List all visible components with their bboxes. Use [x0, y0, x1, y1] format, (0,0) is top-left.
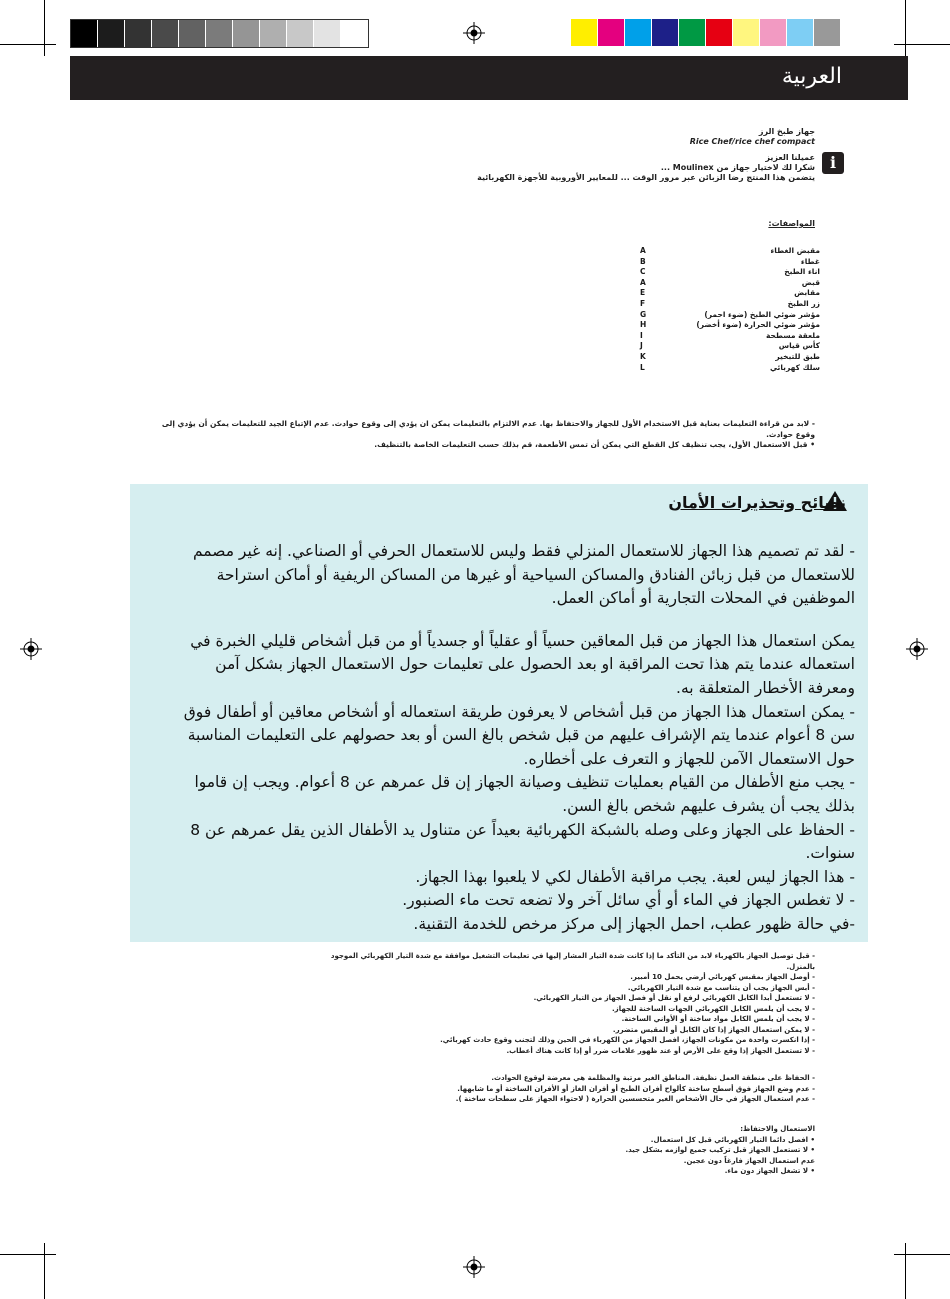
safety-line	[145, 611, 855, 630]
safety-line: سن 8 أعوام عندما يتم الإشراف عليهم من قبل شخص بالغ السن أو بعد حصولهم على التعليمات المناسبة	[187, 726, 855, 745]
instruction-line: - لا تستعمل الجهاز إذا وقع على الأرض أو عند ظهور علامات ضرر أو إذا كانت هناك أعطاب.	[506, 1046, 815, 1055]
instruction-line: - عدم استعمال الجهاز في حال الأشخاص الغير متحسسين الحرارة ( لاحتواء الجهاز على سطحات ساخنة ).	[455, 1095, 815, 1103]
bottom-block-3	[500, 1124, 815, 1177]
part-name: سلك كهربائي	[769, 362, 820, 372]
part-name: مؤشر ضوئي الطبخ (ضوء احمر)	[704, 309, 820, 319]
instruction-line: • لا تستعمل الجهاز قبل تركيب جميع لوازمه بشكل جيد.	[625, 1146, 815, 1154]
instruction-line: - لا تستعمل أبدا الكابل الكهربائي لرفع أو نقل أو فصل الجهاز من التيار الكهربائي.	[533, 994, 815, 1002]
part-item	[640, 310, 820, 321]
crop-mark	[0, 44, 56, 45]
bottom-block-2	[400, 1073, 815, 1105]
instruction-line: - لا يجب أن يلمس الكابل مواد ساخنة أو الأواني الساخنة.	[621, 1015, 815, 1023]
part-letter: C	[640, 267, 646, 277]
part-item	[640, 257, 820, 268]
part-letter: K	[640, 351, 646, 361]
part-item	[640, 331, 820, 342]
gray-swatch	[233, 20, 260, 47]
part-item	[640, 299, 820, 310]
instruction-line: - لا يجب أن يلمس الكابل الكهربائي الجهات الساخنة للجهاز.	[612, 1004, 815, 1013]
instruction-line: - إذا انكسرت واحدة من مكونات الجهاز، افصل الجهاز من الكهرباء في الحين وذلك لتجنب وقوع حادث كهربائي.	[440, 1036, 815, 1044]
safety-line: - يجب منع الأطفال من القيام بعمليات تنظيف وصيانة الجهاز إن قل عمرهم عن 8 أعوام. ويجب إن قاموا	[194, 773, 855, 792]
crop-mark	[44, 0, 45, 56]
gray-calibration-bar	[70, 19, 369, 48]
safety-line: بذلك يجب أن يشرف عليهم شخص بالغ السن.	[562, 796, 855, 815]
part-name: طبق للتبخير	[775, 351, 820, 361]
crop-mark	[894, 1254, 950, 1255]
info-icon: i	[822, 152, 844, 174]
note-line: - لابد من قراءة التعليمات بعناية قبل الاستخدام الأول للجهاز والاحتفاظ بها. عدم الالتزام بالتعليمات يمكن ان يؤدي إلى وقوع حوادث. عدم الإتباع الجيد للتعليمات يمكن أن يؤدي إلى	[161, 419, 815, 428]
instruction-line: - الحفاظ على منطقة العمل نظيفة. المناطق الغير مرتبة والمظلمة هي معرضة لوقوع الحوادث.	[491, 1074, 815, 1082]
product-name-en: Rice Chef/rice chef compact	[689, 137, 815, 146]
part-letter: E	[640, 288, 646, 298]
instruction-line: - لا يمكن استعمال الجهاز إذا كان الكابل أو المقبس متضرر.	[612, 1025, 815, 1034]
safety-line: - لقد تم تصميم هذا الجهاز للاستعمال المنزلي فقط وليس للاستعمال الحرفي أو الصناعي. إنه غير مصمم	[192, 542, 855, 560]
part-item	[640, 341, 820, 352]
part-name: اناء الطبخ	[784, 267, 820, 277]
color-swatch	[787, 19, 814, 46]
color-swatch	[706, 19, 733, 46]
part-name: غطاء	[800, 256, 820, 266]
safety-line: - هذا الجهاز ليس لعبة. يجب مراقبة الأطفال لكي لا يلعبوا بهذا الجهاز.	[415, 867, 855, 886]
color-swatch	[760, 19, 787, 46]
safety-text	[145, 540, 855, 937]
gray-swatch	[260, 20, 287, 47]
crop-mark	[905, 0, 906, 56]
safety-line: - لا تغطس الجهاز في الماء أو أي سائل آخر ولا تضعه تحت ماء الصنبور.	[402, 891, 855, 910]
language-title: العربية	[781, 64, 842, 89]
part-item	[640, 246, 820, 257]
intro-block	[300, 127, 815, 183]
instruction-line: - أبس الجهاز يجب أن يتناسب مع شدة التيار الكهربائي.	[627, 983, 815, 992]
part-item	[640, 363, 820, 374]
part-item	[640, 288, 820, 299]
gray-swatch	[152, 20, 179, 47]
part-letter: G	[640, 309, 647, 319]
crop-mark	[905, 1243, 906, 1299]
part-item	[640, 352, 820, 363]
part-name: زر الطبخ	[787, 298, 820, 308]
part-name: مقبض الغطاء	[770, 246, 820, 255]
safety-line: حول الاستعمال الآمن للجهاز و التعرف على أخطاره.	[523, 749, 855, 768]
part-letter: I	[640, 330, 643, 340]
notes-block	[140, 419, 815, 451]
safety-line: -في حالة ظهور عطب، احمل الجهاز إلى مركز مرخص للخدمة التقنية.	[413, 914, 855, 933]
note-line: وقوع حوادث.	[766, 429, 815, 439]
safety-line: الموظفين في المحلات التجارية أو أماكن العمل.	[551, 589, 855, 608]
registration-mark-icon	[463, 22, 485, 44]
part-name: مقابض	[794, 288, 820, 298]
safety-line: استعماله عندما يتم هذا تحت المراقبة او بعد الحصول على تعليمات حول الاستعمال الجهاز بشكل آمن	[215, 655, 855, 674]
color-calibration-bar	[571, 19, 841, 46]
instruction-line: عدم استعمال الجهاز فارغاً دون عجين.	[683, 1156, 815, 1165]
gray-swatch	[179, 20, 206, 47]
color-swatch	[598, 19, 625, 46]
parts-heading: المواصفات:	[768, 219, 815, 228]
instruction-line: • افصل دائما التيار الكهربائي قبل كل استعمال.	[650, 1135, 815, 1144]
instruction-line: - قبل توصيل الجهاز بالكهرباء لابد من التأكد ما إذا كانت شدة التيار المشار إليها في تعليمات التشغيل موافقة مع شدة التيار الكهربائي الموجود بالمنزل.	[330, 952, 815, 971]
color-swatch	[679, 19, 706, 46]
product-name-ar: جهاز طبخ الرز	[758, 127, 815, 136]
safety-line: ومعرفة الأخطار المتعلقة به.	[676, 678, 855, 697]
part-name: مؤشر ضوئي الحرارة (ضوء أخضر)	[696, 320, 820, 330]
part-letter: A	[640, 246, 646, 255]
gray-swatch	[98, 20, 125, 47]
part-item	[640, 320, 820, 331]
gray-swatch	[206, 20, 233, 47]
gray-swatch	[287, 20, 314, 47]
color-swatch	[733, 19, 760, 46]
safety-line: - يمكن استعمال هذا الجهاز من قبل أشخاص لا يعرفون طريقة استعماله أو أشخاص معاقين أو أطفال فوق	[183, 702, 855, 721]
color-swatch	[571, 19, 598, 46]
color-swatch	[652, 19, 679, 46]
color-swatch	[625, 19, 652, 46]
instruction-line: - أوصل الجهاز بمقبس كهربائي أرضي يحمل 10 أمبير.	[630, 973, 815, 981]
part-letter: L	[640, 362, 645, 372]
crop-mark	[0, 1254, 56, 1255]
instruction-line: الاستعمال والاحتفاظ:	[740, 1125, 815, 1133]
part-letter: J	[640, 341, 643, 351]
registration-mark-icon	[20, 638, 42, 660]
safety-line: للاستعمال من قبل زبائن الفنادق والمساكن السياحية أو غيرها من المساكن الريفية أو أماكن استراحة	[216, 565, 855, 584]
instruction-line: • لا تشغل الجهاز دون ماء.	[724, 1167, 815, 1175]
note-line: • قبل الاستعمال الأول، يجب تنظيف كل القطع التي يمكن أن تمس الأطعمة، قم بذلك حسب التعليمات الخاصة بالتنظيف.	[374, 440, 815, 450]
registration-mark-icon	[463, 1256, 485, 1278]
gray-swatch	[341, 20, 368, 47]
language-header	[70, 56, 908, 100]
gray-swatch	[314, 20, 341, 47]
color-swatch	[814, 19, 841, 46]
part-item	[640, 278, 820, 289]
safety-line: سنوات.	[805, 844, 855, 863]
intro-line: يتضمن هذا المنتج رضا الزبائن عبر مرور الوقت ... للمعايير الأوروبية للأجهزة الكهربائية	[477, 173, 815, 182]
part-letter: F	[640, 298, 646, 308]
part-name: قبض	[801, 277, 820, 287]
part-name: ملعقة مسطحة	[765, 330, 820, 340]
part-name: كأس قياس	[778, 341, 820, 351]
dear-customer: عميلنا العزيز	[765, 153, 815, 162]
crop-mark	[44, 1243, 45, 1299]
safety-line: - الحفاظ على الجهاز وعلى وصله بالشبكة الكهربائية بعيداً عن متناول يد الأطفال الذين يقل عمرهم عن 8	[190, 820, 855, 839]
part-letter: A	[640, 277, 646, 287]
part-item	[640, 267, 820, 278]
instruction-line: - عدم وضع الجهاز فوق أسطح ساخنة كألواح أفران الطبخ أو أفران الغاز أو الأفران الساخنة أو ما شابهها.	[457, 1084, 815, 1093]
registration-mark-icon	[906, 638, 928, 660]
gray-swatch	[125, 20, 152, 47]
part-letter: H	[640, 320, 647, 330]
part-letter: B	[640, 256, 646, 266]
crop-mark	[894, 44, 950, 45]
safety-title: نصائح وتحذيرات الأمان	[668, 493, 846, 512]
bottom-block-1	[300, 951, 815, 1056]
thanks-line: شكرا لك لاختيار جهاز من Moulinex ...	[660, 163, 815, 172]
safety-line: يمكن استعمال هذا الجهاز من قبل المعاقين حسياً أو عقلياً أو جسدياً أو من قبل أشخاص قليلي الخبرة في	[190, 631, 855, 650]
parts-list	[640, 246, 820, 373]
gray-swatch	[71, 20, 98, 47]
